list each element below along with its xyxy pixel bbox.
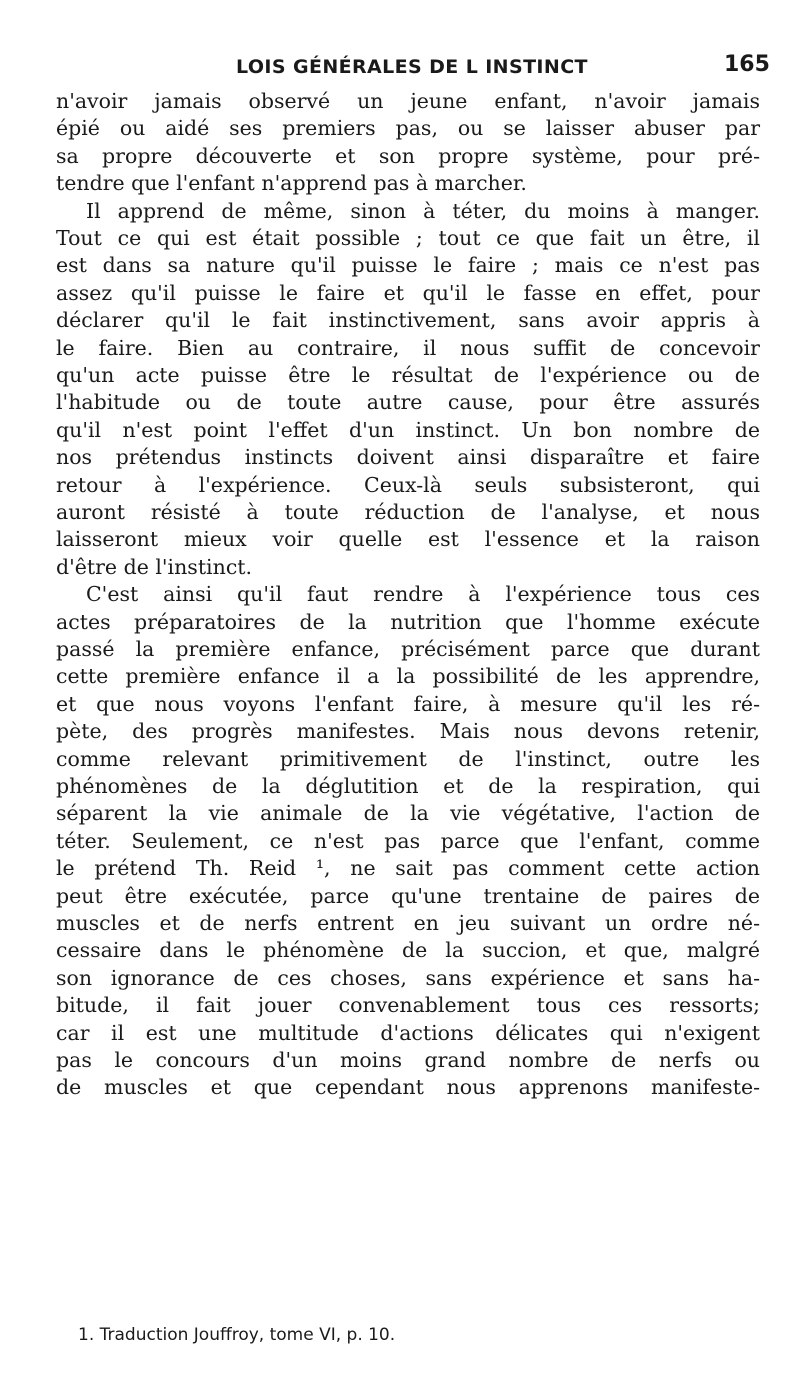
text-line: tendre que l'enfant n'apprend pas à marcher. [56, 171, 527, 196]
text-line: auront résisté à toute réduction de l'analyse, et nous [56, 500, 760, 524]
text-line: n'avoir jamais observé un jeune enfant, n'avoir jamais [56, 89, 760, 113]
text-line: muscles et de nerfs entrent en jeu suivant un ordre né- [56, 911, 760, 935]
text-line: pète, des progrès manifestes. Mais nous devons retenir, [56, 719, 760, 744]
text-line: phénomènes de la déglutition et de la respiration, qui [56, 774, 760, 798]
text-line: bitude, il fait jouer convenablement tous ces ressorts; [56, 993, 760, 1018]
text-line: actes préparatoires de la nutrition que l'homme exécute [56, 609, 760, 634]
text-line: nos prétendus instincts doivent ainsi disparaître et faire [56, 445, 760, 470]
text-line: assez qu'il puisse le faire et qu'il le fasse en effet, pour [56, 280, 760, 305]
text-line: sa propre découverte et son propre système, pour pré- [56, 143, 760, 168]
text-line: séparent la vie animale de la vie végétative, l'action de [56, 801, 760, 826]
page-number: 165 [724, 52, 770, 77]
text-line: qu'il n'est point l'effet d'un instinct. Un bon nombre de [56, 417, 760, 442]
text-line: d'être de l'instinct. [56, 554, 253, 579]
text-line: laisseront mieux voir quelle est l'essence et la raison [56, 527, 760, 552]
text-line: retour à l'expérience. Ceux-là seuls subsisteront, qui [56, 472, 760, 497]
footnote: 1. Traduction Jouffroy, tome VI, p. 10. [78, 1325, 396, 1345]
text-line: l'habitude ou de toute autre cause, pour être assurés [56, 390, 760, 415]
text-line: pas le concours d'un moins grand nombre de nerfs ou [56, 1048, 760, 1072]
text-line: téter. Seulement, ce n'est pas parce que l'enfant, comme [56, 828, 760, 853]
text-line: Il apprend de même, sinon à téter, du moins à manger. [86, 198, 760, 223]
text-line: épié ou aidé ses premiers pas, ou se laisser abuser par [56, 116, 760, 141]
text-line: cessaire dans le phénomène de la succion, et que, malgré [56, 938, 760, 963]
text-line: peut être exécutée, parce qu'une trentaine de paires de [56, 883, 760, 908]
text-line: cette première enfance il a la possibilité de les apprendre, [56, 664, 760, 689]
text-line: comme relevant primitivement de l'instinct, outre les [56, 746, 760, 771]
text-line: et que nous voyons l'enfant faire, à mesure qu'il les ré- [56, 691, 760, 716]
text-line: déclarer qu'il le fait instinctivement, sans avoir appris à [56, 308, 760, 333]
text-line: son ignorance de ces choses, sans expérience et sans ha- [56, 965, 760, 990]
running-title: LOIS GÉNÉRALES DE L INSTINCT [236, 56, 588, 78]
text-line: qu'un acte puisse être le résultat de l'expérience ou de [56, 363, 760, 387]
text-line: est dans sa nature qu'il puisse le faire ; mais ce n'est pas [56, 253, 760, 278]
text-line: C'est ainsi qu'il faut rendre à l'expérience tous ces [86, 582, 760, 607]
text-line: le faire. Bien au contraire, il nous suffit de concevoir [56, 335, 760, 360]
text-line: passé la première enfance, précisément parce que durant [56, 637, 760, 661]
text-line: car il est une multitude d'actions délicates qui n'exigent [56, 1020, 760, 1045]
text-line: Tout ce qui est était possible ; tout ce que fait un être, il [56, 226, 760, 250]
text-line: le prétend Th. Reid ¹, ne sait pas comment cette action [56, 856, 760, 881]
text-line: de muscles et que cependant nous apprenons manifeste- [56, 1075, 760, 1100]
